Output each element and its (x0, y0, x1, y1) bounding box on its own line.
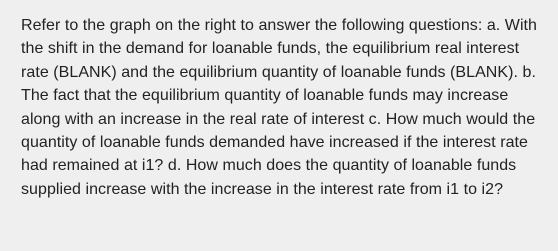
question-text: Refer to the graph on the right to answer the following questions: a. With the shift in the demand for loanable funds, the equilibrium real interest rate (BLANK) and the equilibrium quantity of loanable funds (BLANK). b. The fact that the equilibrium quantity of loanable funds may increase along with an increase in the real rate of interest c. How much would the quantity of loanable funds demanded have increased if the interest rate had remained at i1? d. How much does the quantity of loanable funds supplied increase with the increase in the interest rate from i1 to i2? (21, 17, 537, 198)
